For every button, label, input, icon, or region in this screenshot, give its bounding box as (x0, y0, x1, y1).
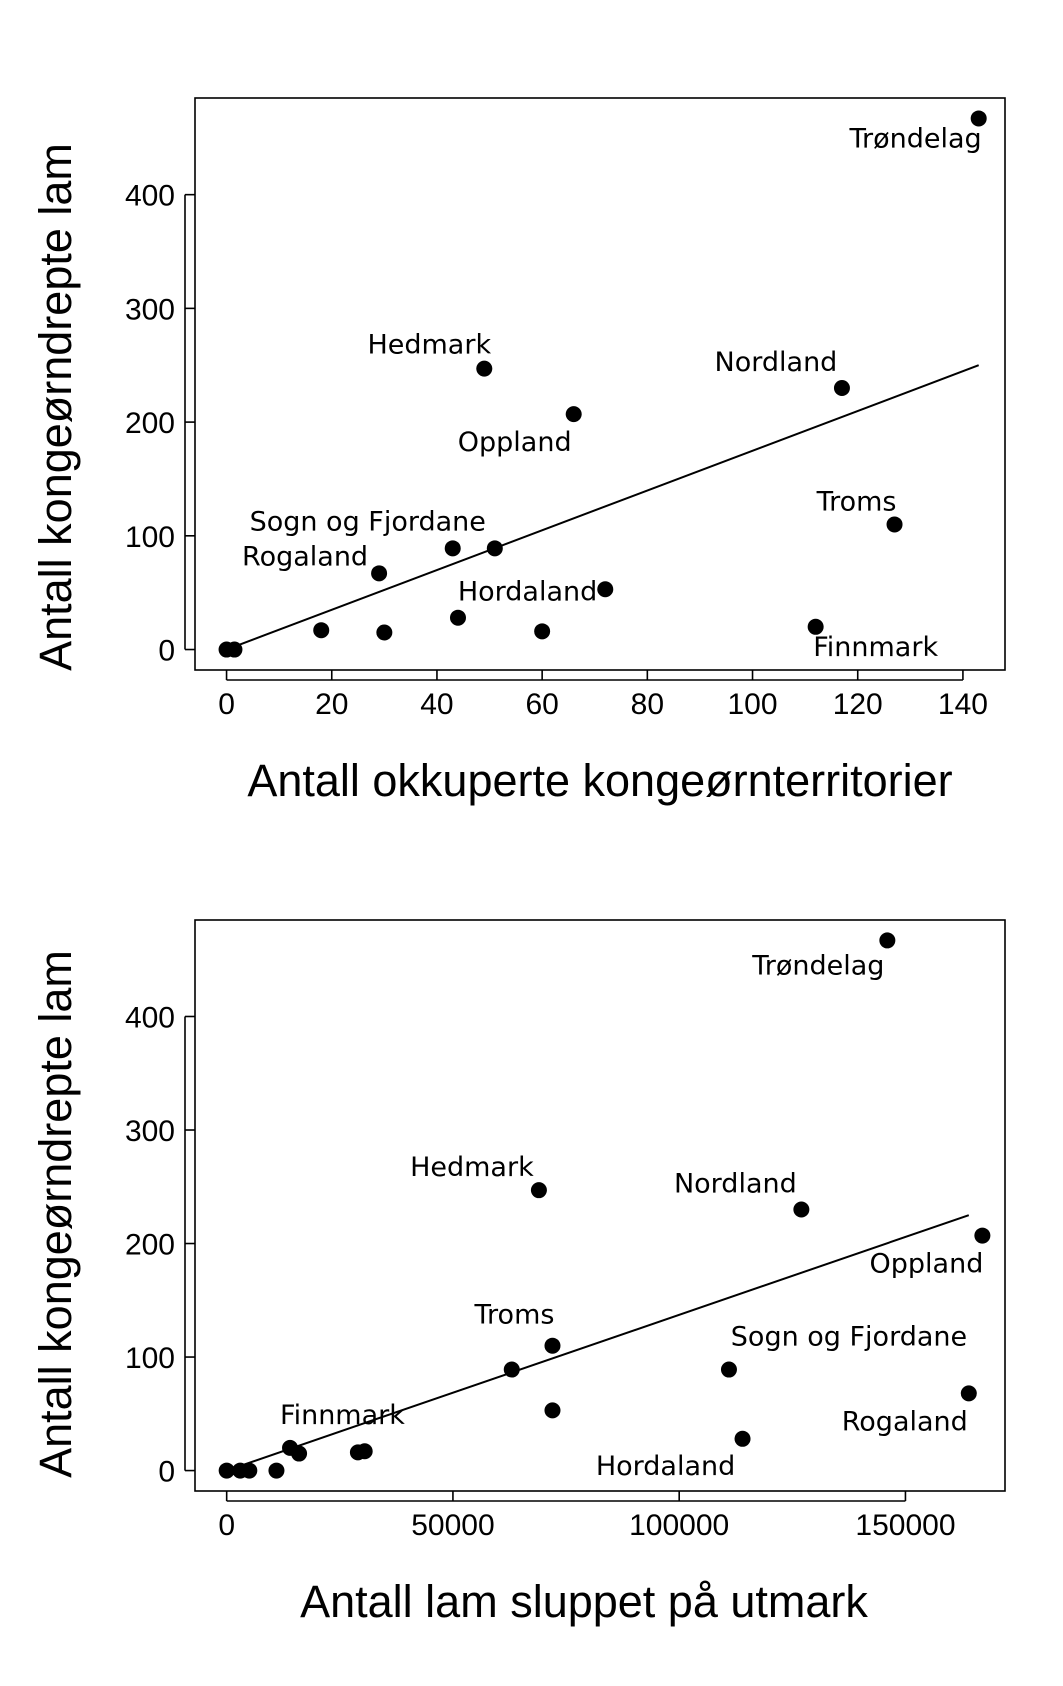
data-point (313, 622, 329, 638)
y-tick-label: 400 (124, 1001, 175, 1035)
data-point (531, 1182, 547, 1198)
data-point (371, 565, 387, 581)
data-point (566, 406, 582, 422)
x-axis-title: Antall okkuperte kongeørnterritorier (247, 755, 953, 806)
y-axis-title: Antall kongeørndrepte lam (30, 143, 81, 671)
data-point (376, 624, 392, 640)
data-point (887, 516, 903, 532)
data-point (291, 1446, 307, 1462)
axis-ticks (125, 1001, 956, 1542)
y-tick-label: 100 (124, 520, 175, 554)
data-point (226, 642, 242, 658)
point-label: Hedmark (410, 1152, 534, 1184)
data-point (544, 1402, 560, 1418)
chart-territories (30, 98, 1005, 806)
data-point (961, 1385, 977, 1401)
y-tick-label: 300 (124, 1115, 175, 1149)
data-point (450, 610, 466, 626)
x-tick-label: 150000 (855, 1509, 956, 1542)
y-tick-label: 300 (124, 293, 175, 327)
data-point (534, 623, 550, 639)
point-label: Nordland (714, 346, 838, 378)
data-point (445, 540, 461, 556)
point-label: Trøndelag (849, 123, 982, 155)
point-label: Nordland (673, 1168, 797, 1200)
point-label: Oppland (869, 1248, 984, 1280)
data-points (219, 110, 987, 662)
x-tick-label: 100 (727, 688, 778, 721)
data-point (721, 1362, 737, 1378)
y-tick-label: 0 (158, 1455, 175, 1489)
x-tick-label: 0 (218, 688, 235, 721)
data-point (504, 1362, 520, 1378)
x-tick-label: 120 (832, 688, 883, 721)
y-tick-label: 100 (124, 1342, 175, 1376)
point-label: Hordaland (595, 1450, 736, 1482)
point-label: Troms (474, 1299, 555, 1331)
data-point (834, 380, 850, 396)
chart-lambs-released (30, 920, 1005, 1627)
x-tick-label: 0 (218, 1509, 236, 1542)
point-label: Finnmark (813, 631, 939, 663)
point-label: Finnmark (280, 1399, 405, 1431)
point-label: Oppland (457, 427, 572, 459)
y-axis-title: Antall kongeørndrepte lam (30, 950, 81, 1478)
y-tick-label: 0 (158, 634, 175, 668)
point-label: Rogaland (242, 541, 369, 573)
data-points (219, 932, 991, 1481)
data-point (357, 1443, 373, 1459)
x-tick-label: 40 (420, 688, 454, 721)
data-point (974, 1228, 990, 1244)
point-label: Hordaland (457, 576, 598, 608)
x-tick-label: 140 (937, 688, 988, 721)
y-tick-label: 200 (124, 1228, 175, 1262)
x-tick-label: 80 (630, 688, 665, 721)
data-point (735, 1431, 751, 1447)
y-tick-label: 400 (124, 179, 175, 213)
data-point (793, 1201, 809, 1217)
point-label: Troms (816, 486, 897, 518)
x-tick-label: 60 (525, 688, 559, 721)
x-axis-title: Antall lam sluppet på utmark (300, 1576, 868, 1627)
data-point (879, 932, 895, 948)
point-label: Rogaland (841, 1406, 968, 1438)
y-tick-label: 200 (124, 407, 175, 441)
point-label: Sogn og Fjordane (730, 1321, 968, 1353)
x-tick-label: 100000 (629, 1509, 730, 1542)
data-point (597, 581, 613, 597)
data-point (476, 361, 492, 377)
data-point (268, 1463, 284, 1479)
data-point (487, 540, 503, 556)
x-tick-label: 20 (315, 688, 349, 721)
point-label: Hedmark (367, 329, 492, 361)
point-label: Sogn og Fjordane (249, 506, 486, 538)
data-point (241, 1463, 257, 1479)
point-label: Trøndelag (752, 950, 885, 982)
x-tick-label: 50000 (411, 1509, 495, 1542)
data-point (544, 1338, 560, 1354)
